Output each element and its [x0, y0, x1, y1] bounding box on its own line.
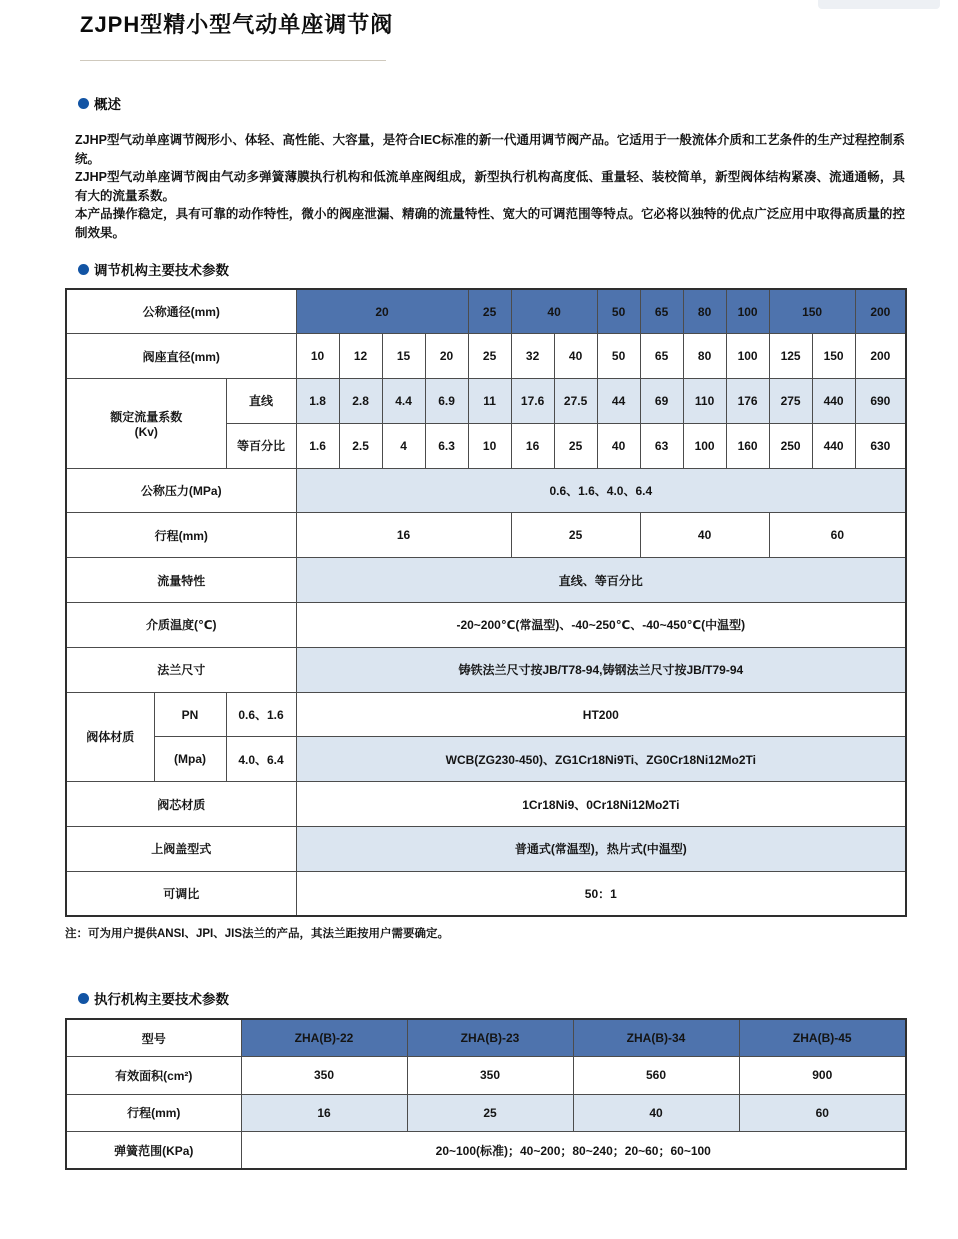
table-cell: 250: [769, 423, 812, 468]
diameter-group: 100: [726, 289, 769, 334]
overview-paragraphs: [75, 131, 905, 242]
diameter-group: 150: [769, 289, 855, 334]
row-flow-characteristic: [66, 558, 906, 603]
table-cell: 25: [554, 423, 597, 468]
table-cell: 25: [407, 1094, 573, 1132]
table-cell: 690: [855, 379, 906, 424]
row-label-body-material: 阀体材质: [66, 692, 154, 782]
model-name: ZHA(B)-45: [739, 1019, 906, 1057]
table-cell: 11: [468, 379, 511, 424]
table-cell: 44: [597, 379, 640, 424]
table-cell: 10: [296, 334, 339, 379]
table-cell: 440: [812, 379, 855, 424]
table-cell: 69: [640, 379, 683, 424]
table-cell: 2.8: [339, 379, 382, 424]
overview-section-heading: [78, 93, 121, 113]
flow-coefficient-label-line1: 额定流量系数: [110, 409, 183, 424]
table-cell: 10: [468, 423, 511, 468]
model-name: ZHA(B)-22: [241, 1019, 407, 1057]
table-cell: 630: [855, 423, 906, 468]
flow-characteristic-value: 直线、等百分比: [296, 558, 906, 603]
table-cell: 50: [597, 334, 640, 379]
table-cell: 65: [640, 334, 683, 379]
body-material-pressures: 4.0、6.4: [226, 737, 296, 782]
table-cell: 40: [573, 1094, 739, 1132]
table-cell: 350: [241, 1057, 407, 1095]
row-label-nominal-diameter: 公称通径(mm): [66, 289, 296, 334]
row-spring-range: [66, 1132, 906, 1170]
overview-heading-label: 概述: [94, 97, 121, 112]
row-body-material-mpa: [66, 737, 906, 782]
actuator-parameters-table: [65, 1018, 907, 1170]
sub-label-equal-percent: 等百分比: [226, 423, 296, 468]
bonnet-type-value: 普通式(常温型)，热片式(中温型): [296, 827, 906, 872]
row-model: [66, 1019, 906, 1057]
bullet-icon: [78, 98, 89, 109]
rangeability-value: 50：1: [296, 871, 906, 916]
table-cell: 16: [241, 1094, 407, 1132]
corner-decoration: [818, 0, 940, 9]
table-cell: 125: [769, 334, 812, 379]
overview-paragraph: 本产品操作稳定，具有可靠的动作特性，微小的阀座泄漏、精确的流量特性、宽大的可调范围等特点。它必将以独特的优点广泛应用中取得高质量的控制效果。: [75, 207, 905, 240]
table-cell: 6.3: [425, 423, 468, 468]
row-nominal-pressure: [66, 468, 906, 513]
table-cell: 2.5: [339, 423, 382, 468]
bullet-icon: [78, 993, 89, 1004]
table-cell: 80: [683, 334, 726, 379]
row-label-plug-material: 阀芯材质: [66, 782, 296, 827]
table-cell: 200: [855, 334, 906, 379]
body-material-value: WCB(ZG230-450)、ZG1Cr18Ni9Ti、ZG0Cr18Ni12Mo2Ti: [296, 737, 906, 782]
table-cell: 27.5: [554, 379, 597, 424]
regulator-heading-label: 调节机构主要技术参数: [94, 263, 229, 278]
diameter-group: 200: [855, 289, 906, 334]
diameter-group: 40: [511, 289, 597, 334]
table-cell: 40: [597, 423, 640, 468]
actuator-section-heading: [78, 988, 229, 1008]
table-cell: 440: [812, 423, 855, 468]
row-label-effective-area: 有效面积(cm²): [66, 1057, 241, 1095]
bullet-icon: [78, 264, 89, 275]
medium-temperature-value: -20~200℃(常温型)、-40~250℃、-40~450℃(中温型): [296, 603, 906, 648]
stroke-value: 60: [769, 513, 906, 558]
diameter-group: 50: [597, 289, 640, 334]
table-cell: 176: [726, 379, 769, 424]
overview-paragraph: ZJHP型气动单座调节阀由气动多弹簧薄膜执行机构和低流单座阀组成，新型执行机构高度低、重量轻、装校简单，新型阀体结构紧凑、流通通畅，具有大的流量系数。: [75, 170, 905, 203]
row-stroke: [66, 513, 906, 558]
row-label-nominal-pressure: 公称压力(MPa): [66, 468, 296, 513]
nominal-pressure-value: 0.6、1.6、4.0、6.4: [296, 468, 906, 513]
table-cell: 25: [468, 334, 511, 379]
row-label-actuator-stroke: 行程(mm): [66, 1094, 241, 1132]
table-cell: 16: [511, 423, 554, 468]
row-label-stroke: 行程(mm): [66, 513, 296, 558]
body-material-unit: PN: [154, 692, 226, 737]
stroke-value: 40: [640, 513, 769, 558]
table-cell: 100: [726, 334, 769, 379]
table-cell: 1.6: [296, 423, 339, 468]
table-cell: 560: [573, 1057, 739, 1095]
body-material-value: HT200: [296, 692, 906, 737]
diameter-group: 80: [683, 289, 726, 334]
row-nominal-diameter: [66, 289, 906, 334]
table-cell: 60: [739, 1094, 906, 1132]
plug-material-value: 1Cr18Ni9、0Cr18Ni12Mo2Ti: [296, 782, 906, 827]
row-label-bonnet-type: 上阀盖型式: [66, 827, 296, 872]
diameter-group: 25: [468, 289, 511, 334]
table-cell: 15: [382, 334, 425, 379]
sub-label-linear: 直线: [226, 379, 296, 424]
flange-size-value: 铸铁法兰尺寸按JB/T78-94,铸钢法兰尺寸按JB/T79-94: [296, 647, 906, 692]
row-flange-size: [66, 647, 906, 692]
table-cell: 6.9: [425, 379, 468, 424]
stroke-value: 25: [511, 513, 640, 558]
table-cell: 350: [407, 1057, 573, 1095]
model-name: ZHA(B)-34: [573, 1019, 739, 1057]
row-medium-temperature: [66, 603, 906, 648]
row-plug-material: [66, 782, 906, 827]
model-name: ZHA(B)-23: [407, 1019, 573, 1057]
row-label-flow-characteristic: 流量特性: [66, 558, 296, 603]
body-material-pressures: 0.6、1.6: [226, 692, 296, 737]
row-label-flow-coefficient: [66, 379, 226, 469]
table-cell: 900: [739, 1057, 906, 1095]
table-cell: 40: [554, 334, 597, 379]
actuator-heading-label: 执行机构主要技术参数: [94, 992, 229, 1007]
title-divider: [80, 60, 386, 61]
table-note: 注：可为用户提供ANSI、JPI、JIS法兰的产品，其法兰距按用户需要确定。: [65, 928, 449, 940]
table-cell: 12: [339, 334, 382, 379]
row-label-spring-range: 弹簧范围(KPa): [66, 1132, 241, 1170]
diameter-group: 20: [296, 289, 468, 334]
row-bonnet-type: [66, 827, 906, 872]
row-seat-diameter: [66, 334, 906, 379]
overview-paragraph: ZJHP型气动单座调节阀形小、体轻、高性能、大容量，是符合IEC标准的新一代通用调节阀产品。它适用于一般流体介质和工艺条件的生产过程控制系统。: [75, 133, 905, 166]
row-effective-area: [66, 1057, 906, 1095]
table-cell: 17.6: [511, 379, 554, 424]
row-label-flange-size: 法兰尺寸: [66, 647, 296, 692]
row-label-seat-diameter: 阀座直径(mm): [66, 334, 296, 379]
table-cell: 20: [425, 334, 468, 379]
table-cell: 100: [683, 423, 726, 468]
row-label-rangeability: 可调比: [66, 871, 296, 916]
row-rangeability: [66, 871, 906, 916]
row-kv-linear: [66, 379, 906, 424]
regulator-section-heading: [78, 259, 229, 279]
table-cell: 4.4: [382, 379, 425, 424]
table-cell: 150: [812, 334, 855, 379]
table-cell: 110: [683, 379, 726, 424]
table-cell: 160: [726, 423, 769, 468]
table-cell: 1.8: [296, 379, 339, 424]
row-actuator-stroke: [66, 1094, 906, 1132]
spring-range-value: 20~100(标准)；40~200；80~240；20~60；60~100: [241, 1132, 906, 1170]
regulator-parameters-table: [65, 288, 907, 917]
page-title: ZJPH型精小型气动单座调节阀: [80, 12, 394, 37]
body-material-unit: (Mpa): [154, 737, 226, 782]
flow-coefficient-label-line2: (Kv): [134, 424, 158, 439]
row-body-material-pn: [66, 692, 906, 737]
diameter-group: 65: [640, 289, 683, 334]
row-label-model: 型号: [66, 1019, 241, 1057]
row-label-medium-temperature: 介质温度(℃): [66, 603, 296, 648]
table-cell: 4: [382, 423, 425, 468]
table-cell: 32: [511, 334, 554, 379]
table-cell: 275: [769, 379, 812, 424]
stroke-value: 16: [296, 513, 511, 558]
table-cell: 63: [640, 423, 683, 468]
